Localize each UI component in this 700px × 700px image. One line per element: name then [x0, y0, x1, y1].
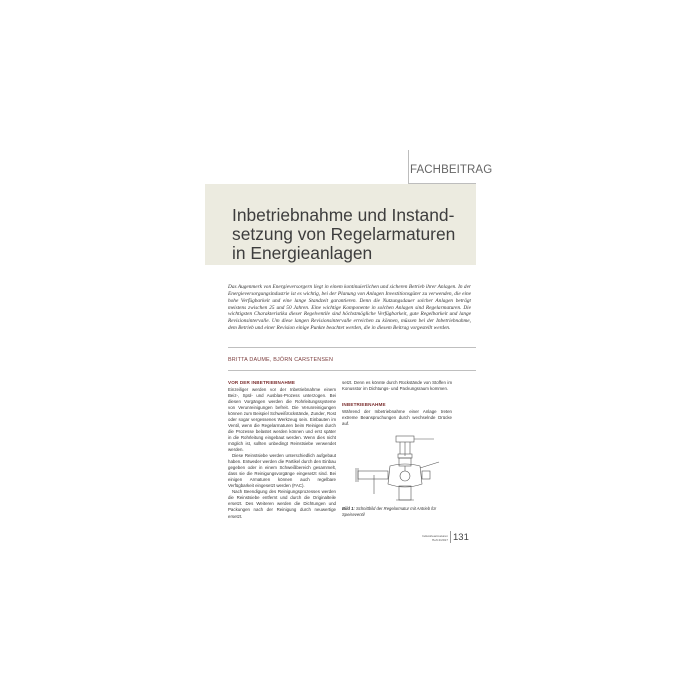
subhead-before-commissioning: VOR DER INBETRIEBNAHME [228, 380, 296, 385]
body-paragraph: Diese Reinstsiebe werden unterschiedlich aufgebaut haben. Entweder werden die Partikel durch den Einbau gegeben oder in einem Schweißbereich gesammelt, dass sie die Reinigungsvorgänge eingesetzt sind. Bei einigen Armaturen können auch regelbare Verfügbarkeit eingesetzt werden (FAC). [228, 453, 336, 489]
body-column-1 [228, 380, 336, 520]
article-authors: BRITTA DAUME, BJÖRN CARSTENSEN [228, 357, 334, 363]
section-tag-rule-vertical [408, 150, 409, 184]
author-rule-bottom [228, 370, 476, 371]
body-paragraph: setzt. Denn es könnte durch Rückstände von Stoffen im Konusstor im Dichtungs- und Packungsraum kommen. [342, 380, 452, 392]
body-column-2 [342, 380, 452, 427]
body-paragraph: Während der Inbetriebnahme einer Anlage treten extreme Beanspruchungen durch wechselnde Drücke auf. [342, 408, 452, 426]
journal-issue: Heft 2/2017 [432, 537, 448, 542]
caption-label: Bild 1: [342, 506, 355, 511]
folio-rule [450, 531, 451, 543]
journal-reference [416, 535, 448, 543]
figure-caption [342, 506, 442, 517]
page-number: 131 [453, 532, 469, 543]
body-paragraph: Nach Beendigung des Reinigungsprozesses werden die Reinstsiebe entfernt und durch die Originalteile ersetzt. Des Weiteren werden die Dichtungen und Packungen nach der Reinigung durch neuwertige ersetzt. [228, 489, 336, 519]
journal-name: Industriearmaturen [422, 534, 448, 538]
body-paragraph: Einzeiliger werden vor der Inbetriebnahme einem Beiz-, Spül- und Ausblas-Prozess unterzogen. Bei diesen Vorgängen werden die Rohrleitungssysteme von Verunreinigungen befreit. Die Verunreinigungen können zum Beispiel Schweißrückstände, Zunder, Rost oder sogar vergessenes Werkzeug sein. Einbauten im Ventil, wenn die Regelarmaturen beim Reinigen durch die Prozesse belastet werden können und erst später in die Rohrleitung eingebaut werden. Wenn dies nicht möglich ist, sollten unbedingt Reinstsiebe verwendet werden. [228, 386, 336, 453]
valve-sectional-drawing [344, 434, 448, 504]
caption-text: Schnittbild der Regelarmatur mit Antrieb für Speiseventil [342, 506, 437, 517]
article-lead: Das Augenmerk von Energieversorgern liegt in einem kontinuierlichen und sicheren Betrieb ihrer Anlagen. In der Energieversorgungsindustrie ist es wichtig, bei der Planung von Anlagen Investitionsgüter zu verwenden, die eine hohe Verfügbarkeit und eine lange Standzeit garantieren. Denn die Nutzungsdauer solcher Anlagen beträgt meistens zwischen 25 und 50 Jahren. Eine wichtige Komponente in solchen Anlagen sind Regelarmaturen. Die wichtigsten Charakteristika dieser Regelventile sind höchstmögliche Verfügbarkeit, gute Regelbarkeit und lange Revisionsintervalle. Um diese langen Revisionsintervalle erreichen zu können, müssen bei der Inbetriebnahme, dem Betrieb und einer Revision einige Punkte beachtet werden, die in diesem Beitrag vorgestellt werden. [228, 284, 471, 332]
section-tag: FACHBEITRAG [410, 164, 493, 176]
article-title: Inbetriebnahme und Instandsetzung von Regelarmaturen in Energieanlagen [232, 205, 456, 263]
subhead-commissioning: INBETRIEBNAHME [342, 402, 386, 408]
author-rule-top [228, 347, 476, 348]
